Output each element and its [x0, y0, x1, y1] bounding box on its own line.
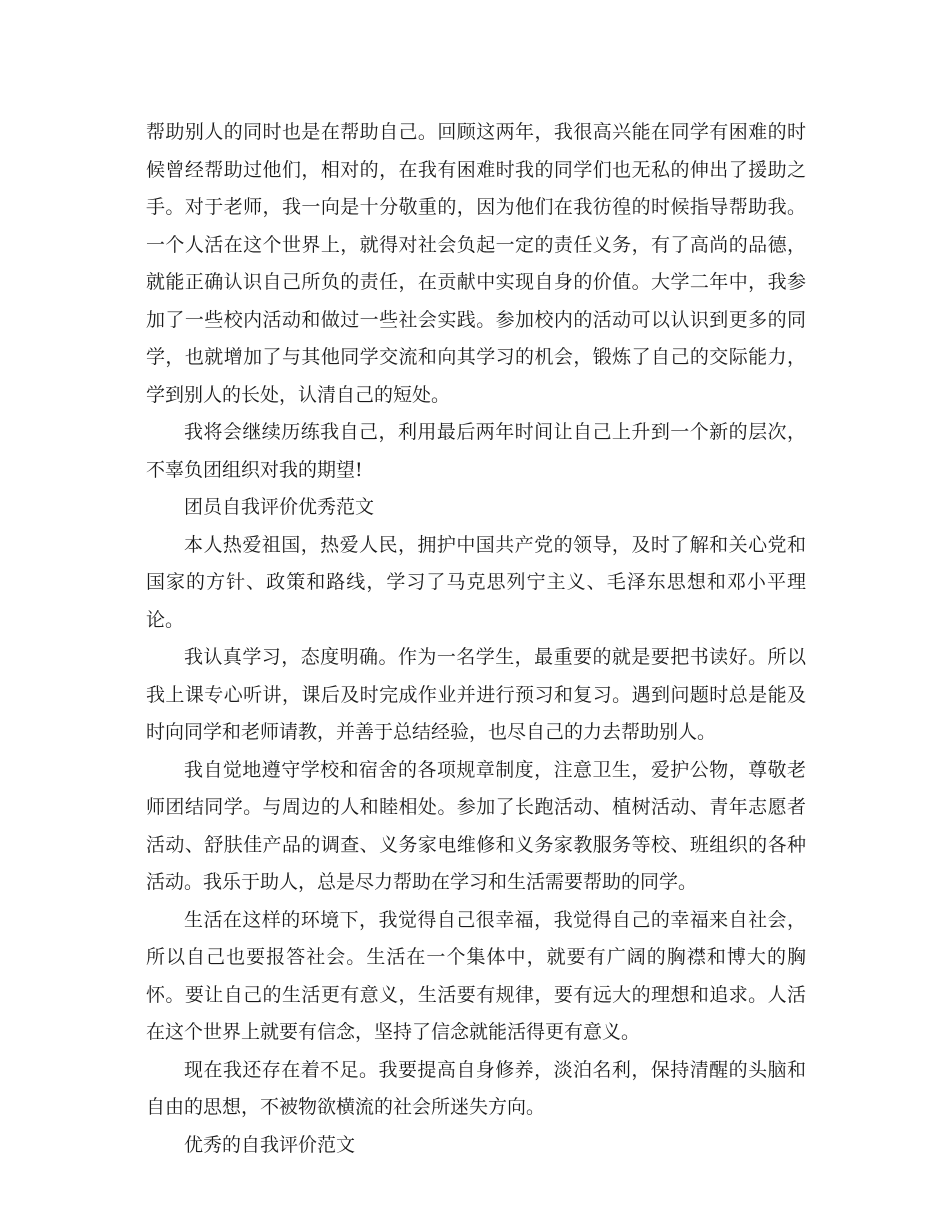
section-heading: 团员自我评价优秀范文 [184, 496, 375, 518]
paragraph: 生活在这样的环境下，我觉得自己很幸福，我觉得自己的幸福来自社会，所以自己也要报答社会。生活在一个集体中，就要有广阔的胸襟和博大的胸怀。要让自己的生活更有意义，生活要有规律，要有远大的理想和追求。人活在这个世界上就要有信念，坚持了信念就能活得更有意义。 [146, 908, 806, 1043]
paragraph-continuation: 帮助别人的同时也是在帮助自己。回顾这两年，我很高兴能在同学有困难的时候曾经帮助过他们，相对的，在我有困难时我的同学们也无私的伸出了援助之手。对于老师，我一向是十分敬重的，因为他们在我彷徨的时候指导帮助我。一个人活在这个世界上，就得对社会负起一定的责任义务，有了高尚的品德，就能正确认识自己所负的责任，在贡献中实现自身的价值。大学二年中，我参加了一些校内活动和做过一些社会实践。参加校内的活动可以认识到更多的同学，也就增加了与其他同学交流和向其学习的机会，锻炼了自己的交际能力，学到别人的长处，认清自己的短处。 [146, 121, 806, 406]
paragraph: 我将会继续历练我自己，利用最后两年时间让自己上升到一个新的层次，不辜负团组织对我的期望! [146, 421, 806, 481]
paragraph: 我自觉地遵守学校和宿舍的各项规章制度，注意卫生，爱护公物，尊敬老师团结同学。与周边的人和睦相处。参加了长跑活动、植树活动、青年志愿者活动、舒肤佳产品的调查、义务家电维修和义务家教服务等校、班组织的各种活动。我乐于助人，总是尽力帮助在学习和生活需要帮助的同学。 [146, 758, 806, 893]
paragraph: 本人热爱祖国，热爱人民，拥护中国共产党的领导，及时了解和关心党和国家的方针、政策和路线，学习了马克思列宁主义、毛泽东思想和邓小平理论。 [146, 533, 806, 631]
paragraph: 我认真学习，态度明确。作为一名学生，最重要的就是要把书读好。所以我上课专心听讲，课后及时完成作业并进行预习和复习。遇到问题时总是能及时向同学和老师请教，并善于总结经验，也尽自己的力去帮助别人。 [146, 646, 806, 743]
paragraph: 现在我还存在着不足。我要提高自身修养，淡泊名利，保持清醒的头脑和自由的思想，不被物欲横流的社会所迷失方向。 [146, 1058, 806, 1118]
document-body [146, 114, 806, 1164]
section-heading: 优秀的自我评价范文 [184, 1133, 356, 1156]
